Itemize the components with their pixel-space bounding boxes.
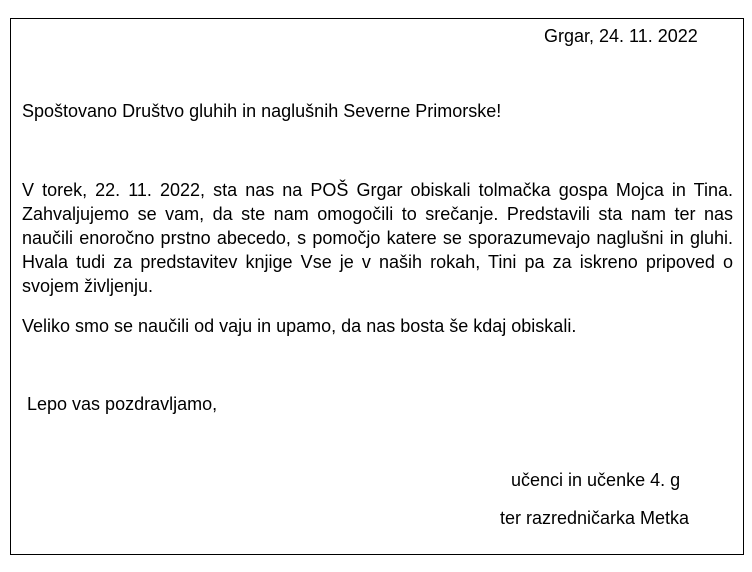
letter-paragraph-2: Veliko smo se naučili od vaju in upamo, da nas bosta še kdaj obiskali. [22,316,577,336]
letter-greeting: Spoštovano Društvo gluhih in naglušnih Severne Primorske! [22,101,502,121]
letter-paragraph-1: V torek, 22. 11. 2022, sta nas na POŠ Grgar obiskali tolmačka gospa Mojca in Tina. Zahvaljujemo se vam, da ste nam omogočili to srečanje. Predstavili sta nam ter nas naučili enoročno prstno abecedo, s pomočjo katere se sporazumevajo naglušni in gluhi. Hvala tudi za predstavitev knjige Vse je v naših rokah, Tini pa za iskreno pripoved o svojem življenju. [22,180,733,296]
letter-place-date: Grgar, 24. 11. 2022 [544,26,698,46]
letter-signature-line-2: ter razredničarka Metka [500,508,690,528]
letter-signature-line-1: učenci in učenke 4. g [511,470,681,490]
letter-closing: Lepo vas pozdravljamo, [27,394,218,414]
